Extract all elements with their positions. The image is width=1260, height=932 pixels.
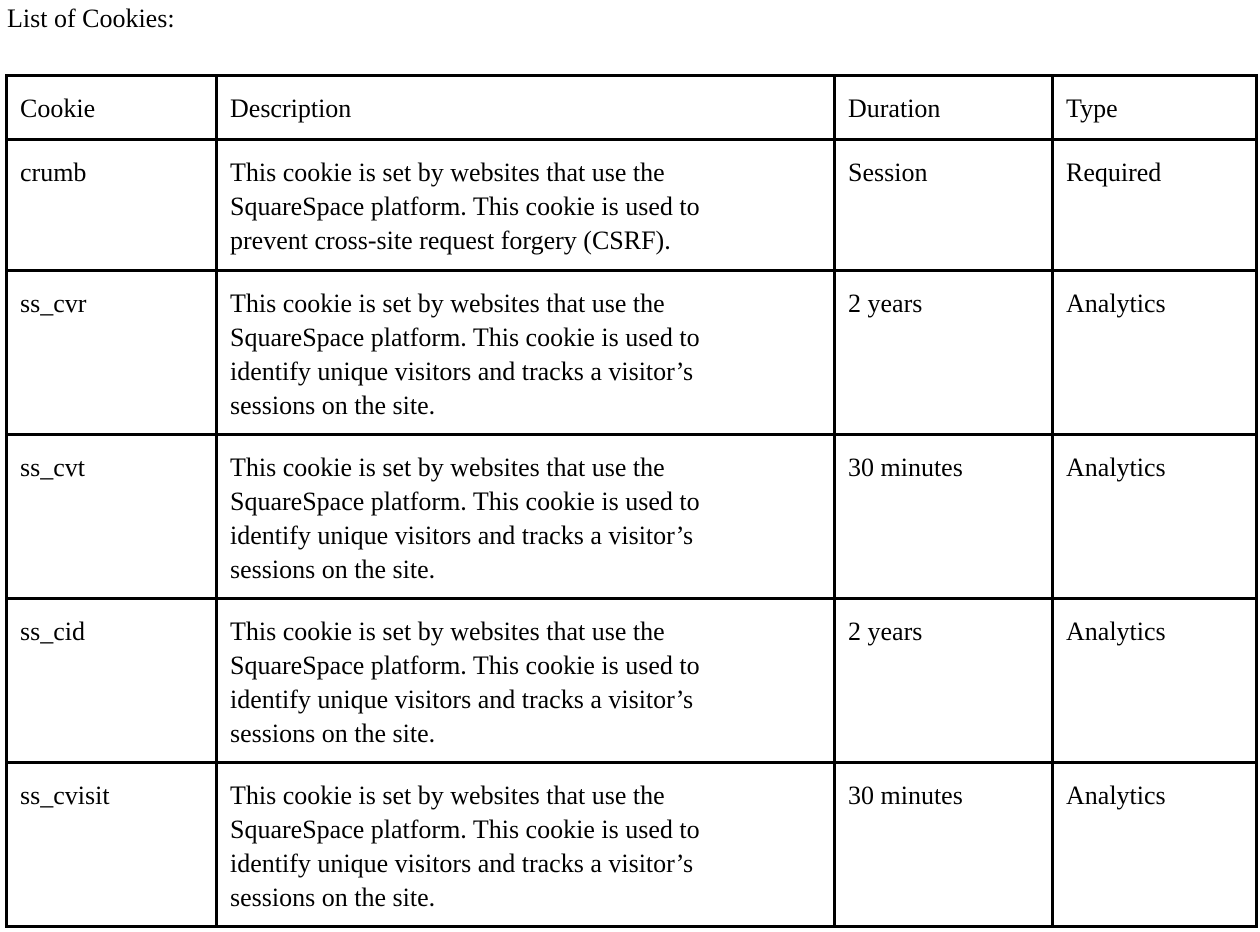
description-line: identify unique visitors and tracks a visitor’s bbox=[230, 521, 694, 550]
type-cell: Analytics bbox=[1053, 271, 1257, 435]
table-row bbox=[7, 271, 1257, 435]
description-line: identify unique visitors and tracks a visitor’s bbox=[230, 685, 694, 714]
type-cell: Analytics bbox=[1053, 763, 1257, 927]
description-line: SquareSpace platform. This cookie is used to bbox=[230, 323, 700, 352]
column-header-description: Description bbox=[217, 76, 835, 140]
cookie-name-cell: ss_cvr bbox=[7, 271, 217, 435]
cookie-name-cell: ss_cvt bbox=[7, 435, 217, 599]
duration-cell: 2 years bbox=[835, 271, 1053, 435]
description-line: This cookie is set by websites that use the bbox=[230, 289, 665, 318]
description-line: This cookie is set by websites that use the bbox=[230, 453, 665, 482]
description-line: sessions on the site. bbox=[230, 555, 436, 584]
duration-cell: 2 years bbox=[835, 599, 1053, 763]
description-line: identify unique visitors and tracks a visitor’s bbox=[230, 849, 694, 878]
cookie-name-cell: ss_cvisit bbox=[7, 763, 217, 927]
table-header-row bbox=[7, 76, 1257, 140]
description-line: SquareSpace platform. This cookie is used to bbox=[230, 651, 700, 680]
description-cell bbox=[217, 599, 835, 763]
cookie-table bbox=[5, 74, 1258, 928]
table-row bbox=[7, 599, 1257, 763]
duration-cell: Session bbox=[835, 140, 1053, 271]
description-line: sessions on the site. bbox=[230, 391, 436, 420]
description-line: SquareSpace platform. This cookie is used to bbox=[230, 192, 700, 221]
column-header-duration: Duration bbox=[835, 76, 1053, 140]
cookie-name-cell: crumb bbox=[7, 140, 217, 271]
column-header-type: Type bbox=[1053, 76, 1257, 140]
description-line: SquareSpace platform. This cookie is used to bbox=[230, 815, 700, 844]
description-cell bbox=[217, 435, 835, 599]
table-row bbox=[7, 763, 1257, 927]
description-line: sessions on the site. bbox=[230, 719, 436, 748]
description-line: SquareSpace platform. This cookie is used to bbox=[230, 487, 700, 516]
column-header-cookie: Cookie bbox=[7, 76, 217, 140]
cookie-name-cell: ss_cid bbox=[7, 599, 217, 763]
description-line: sessions on the site. bbox=[230, 883, 436, 912]
description-line: This cookie is set by websites that use the bbox=[230, 781, 665, 810]
description-cell bbox=[217, 763, 835, 927]
description-line: identify unique visitors and tracks a visitor’s bbox=[230, 357, 694, 386]
duration-cell: 30 minutes bbox=[835, 435, 1053, 599]
table-row bbox=[7, 435, 1257, 599]
type-cell: Analytics bbox=[1053, 435, 1257, 599]
description-line: This cookie is set by websites that use the bbox=[230, 158, 665, 187]
description-line: prevent cross-site request forgery (CSRF). bbox=[230, 226, 671, 255]
type-cell: Required bbox=[1053, 140, 1257, 271]
duration-cell: 30 minutes bbox=[835, 763, 1053, 927]
page-title: List of Cookies: bbox=[7, 4, 175, 33]
description-cell bbox=[217, 140, 835, 271]
table-row bbox=[7, 140, 1257, 271]
description-line: This cookie is set by websites that use the bbox=[230, 617, 665, 646]
description-cell bbox=[217, 271, 835, 435]
type-cell: Analytics bbox=[1053, 599, 1257, 763]
